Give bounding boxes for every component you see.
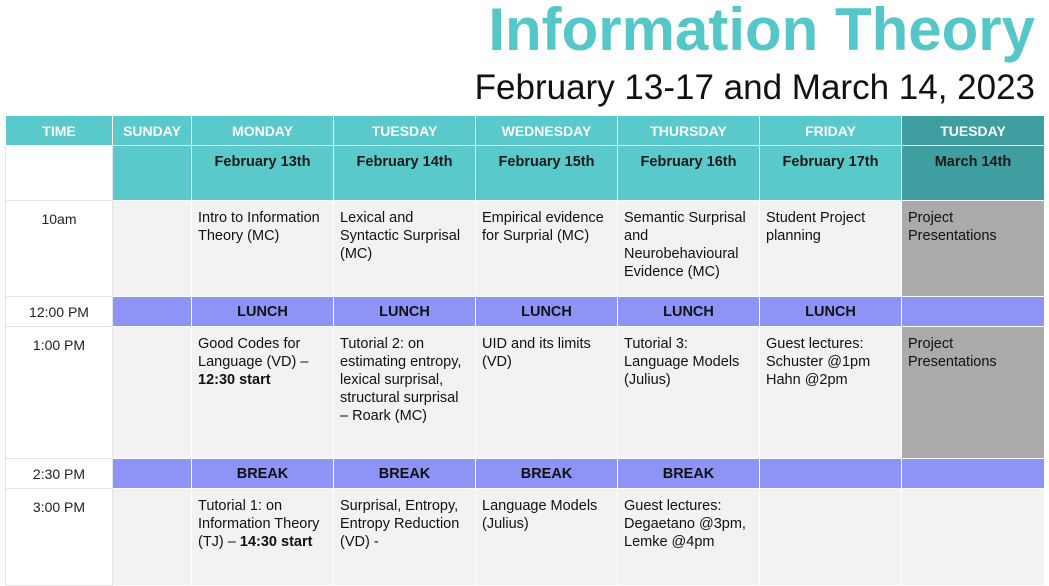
page-title: Information Theory (488, 0, 1035, 63)
start-time-note: 12:30 start (198, 372, 271, 388)
time-cell: 2:30 PM (6, 459, 113, 489)
session-cell-monday: Intro to Information Theory (MC) (192, 201, 334, 297)
date-row (6, 146, 1045, 201)
column-header-thursday: THURSDAY (618, 116, 760, 146)
date-cell-tuesday: February 14th (334, 146, 476, 201)
row-1pm (6, 327, 1045, 459)
session-cell-sunday (113, 327, 192, 459)
session-cell-thursday: Tutorial 3: Language Models (Julius) (618, 327, 760, 459)
time-cell: 10am (6, 201, 113, 297)
session-cell-tuesday: Tutorial 2: on estimating entropy, lexical surprisal, structural surprisal – Roark (MC) (334, 327, 476, 459)
lunch-label: LUNCH (192, 297, 334, 327)
start-time-note: 14:30 start (239, 534, 313, 550)
session-text: Tutorial 1: on Information Theory (TJ) – (198, 498, 320, 550)
date-cell-monday: February 13th (192, 146, 334, 201)
session-cell-friday: Guest lectures: Schuster @1pm Hahn @2pm (760, 327, 902, 459)
break-label: BREAK (618, 459, 760, 489)
session-cell-march (902, 489, 1045, 586)
session-cell-monday (192, 489, 334, 586)
session-cell-thursday: Semantic Surprisal and Neurobehavioural Evidence (MC) (618, 201, 760, 297)
session-cell-tuesday: Surprisal, Entropy, Entropy Reduction (VD) - (334, 489, 476, 586)
session-cell-thursday: Guest lectures: Degaetano @3pm, Lemke @4pm (618, 489, 760, 586)
break-cell-march (902, 459, 1045, 489)
date-cell-friday: February 17th (760, 146, 902, 201)
session-text: Good Codes for Language (VD) – (198, 336, 309, 370)
date-cell-thursday: February 16th (618, 146, 760, 201)
session-cell-wednesday: Language Models (Julius) (476, 489, 618, 586)
break-cell-sunday (113, 459, 192, 489)
break-label: BREAK (476, 459, 618, 489)
lunch-cell-march (902, 297, 1045, 327)
date-cell-time (6, 146, 113, 201)
session-cell-sunday (113, 489, 192, 586)
lunch-label: LUNCH (476, 297, 618, 327)
lunch-cell-sunday (113, 297, 192, 327)
session-cell-friday: Student Project planning (760, 201, 902, 297)
session-cell-sunday (113, 201, 192, 297)
column-header-time: TIME (6, 116, 113, 146)
column-header-friday: FRIDAY (760, 116, 902, 146)
column-header-monday: MONDAY (192, 116, 334, 146)
date-cell-sunday (113, 146, 192, 201)
session-cell-march: Project Presentations (902, 201, 1045, 297)
column-header-sunday: SUNDAY (113, 116, 192, 146)
break-label: BREAK (192, 459, 334, 489)
time-cell: 3:00 PM (6, 489, 113, 586)
column-header-tuesday-march: TUESDAY (902, 116, 1045, 146)
session-cell-friday (760, 489, 902, 586)
date-cell-march: March 14th (902, 146, 1045, 201)
session-cell-tuesday: Lexical and Syntactic Surprisal (MC) (334, 201, 476, 297)
time-cell: 12:00 PM (6, 297, 113, 327)
session-cell-wednesday: UID and its limits (VD) (476, 327, 618, 459)
row-break (6, 459, 1045, 489)
break-label: BREAK (334, 459, 476, 489)
page-subtitle: February 13-17 and March 14, 2023 (474, 68, 1035, 107)
column-header-wednesday: WEDNESDAY (476, 116, 618, 146)
session-cell-march: Project Presentations (902, 327, 1045, 459)
session-cell-wednesday: Empirical evidence for Surprial (MC) (476, 201, 618, 297)
row-3pm (6, 489, 1045, 586)
break-cell-friday (760, 459, 902, 489)
lunch-label: LUNCH (760, 297, 902, 327)
column-header-tuesday: TUESDAY (334, 116, 476, 146)
time-cell: 1:00 PM (6, 327, 113, 459)
lunch-label: LUNCH (334, 297, 476, 327)
row-lunch (6, 297, 1045, 327)
header-row (6, 116, 1045, 146)
session-cell-monday (192, 327, 334, 459)
lunch-label: LUNCH (618, 297, 760, 327)
row-10am (6, 201, 1045, 297)
schedule-table (5, 115, 1045, 586)
date-cell-wednesday: February 15th (476, 146, 618, 201)
